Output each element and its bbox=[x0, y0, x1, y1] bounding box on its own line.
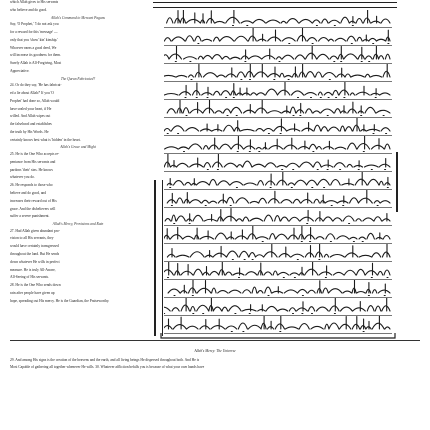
translation-line: ed a lie about Allah?' If you 'O bbox=[10, 91, 54, 95]
arabic-script-line bbox=[164, 244, 392, 262]
bottom-section-title: Allah's Mercy: The Universe bbox=[194, 349, 236, 353]
section-title: Allah's Mercy, Provisions and Rain bbox=[52, 222, 104, 227]
bottom-line: Most Capable of gathering all together whenever He wills. 30. Whatever affliction befalls you is because of what your own hands have bbox=[10, 365, 205, 370]
end-bracket bbox=[160, 333, 396, 339]
translation-line: only that you 'show' kin' kinship.' bbox=[10, 37, 58, 42]
translation-line: which Allah gives to His servants bbox=[10, 0, 59, 4]
arabic-script-line bbox=[164, 226, 392, 244]
translation-line: Surely Allah is All-Forgiving, Most bbox=[10, 61, 62, 66]
translation-column bbox=[10, 0, 146, 338]
top-ornament-rule bbox=[153, 2, 397, 8]
translation-line: throughout the land. But He sends bbox=[10, 252, 60, 257]
translation-line: Appreciative. bbox=[10, 68, 30, 73]
translation-line: 26. He responds to those who bbox=[10, 183, 53, 188]
translation-line: grace. And the disbelievers will bbox=[10, 206, 56, 211]
translation-line: for a reward for this 'message' — bbox=[10, 29, 58, 34]
translation-line: suffer a severe punishment. bbox=[10, 214, 50, 219]
translation-line: the falsehood and establishes bbox=[10, 122, 52, 127]
arabic-script-line bbox=[164, 262, 392, 280]
translation-line: certainly knows best what is 'hidden' in the heart. bbox=[10, 137, 81, 142]
translation-line: down whatever He wills in perfect bbox=[10, 259, 60, 264]
arabic-script-line bbox=[164, 154, 392, 172]
translation-line: Prophet' had done so, Allah would bbox=[10, 98, 60, 103]
arabic-text-panel bbox=[150, 2, 400, 336]
translation-line: who believe and do good. bbox=[10, 7, 48, 12]
translation-line: 28. He is the One Who sends down bbox=[10, 283, 61, 288]
section-title: Allah's Command to Mercant Pagans bbox=[51, 15, 105, 20]
arabic-script-line bbox=[164, 28, 392, 46]
arabic-script-line bbox=[164, 316, 392, 334]
arabic-script-line bbox=[164, 10, 392, 28]
translation-line: Whoever earns a good deed, We bbox=[10, 45, 57, 50]
arabic-script-line bbox=[164, 64, 392, 82]
arabic-script-line bbox=[164, 136, 392, 154]
translation-line: whatever you do. bbox=[10, 175, 35, 180]
translation-line: have sealed your heart, if He bbox=[10, 106, 52, 111]
translation-line: would have certainly transgressed bbox=[10, 244, 59, 249]
arabic-script-line bbox=[164, 298, 392, 316]
arabic-script-line bbox=[164, 82, 392, 100]
right-frame-bar bbox=[392, 152, 398, 212]
translation-line: 27. Had Allah given abundant pro- bbox=[10, 228, 60, 233]
arabic-script-line bbox=[164, 172, 392, 190]
translation-line: All-Seeing of His servants. bbox=[10, 275, 49, 280]
arabic-script-line bbox=[164, 190, 392, 208]
translation-line: 24. Or do they say, 'He has fabricat- bbox=[10, 83, 62, 88]
arabic-script-line bbox=[164, 46, 392, 64]
section-title: Allah's Grace and Might bbox=[60, 145, 96, 150]
translation-line: rain after people have given up bbox=[10, 290, 55, 295]
translation-line: willed. And Allah wipes out bbox=[10, 114, 51, 119]
arabic-script-line bbox=[164, 280, 392, 298]
translation-line: hope, spreading out His mercy. He is the Guardian, the Praiseworthy. bbox=[10, 298, 110, 303]
translation-line: believe and do good, and bbox=[10, 190, 47, 195]
left-frame-bar bbox=[154, 180, 163, 336]
translation-line: Say, 'O Prophet,' 'I do not ask you bbox=[10, 22, 59, 27]
section-title: The Quran Fabricated? bbox=[60, 76, 96, 81]
bottom-section bbox=[10, 340, 420, 373]
translation-line: vision to all His servants, they bbox=[10, 236, 54, 241]
translation-line: will increase its goodness for them. bbox=[10, 53, 61, 58]
arabic-script-line bbox=[164, 208, 392, 226]
arabic-script-line bbox=[164, 118, 392, 136]
arabic-script-line bbox=[164, 100, 392, 118]
divider bbox=[10, 340, 420, 341]
translation-line: pentance from His servants and bbox=[10, 159, 56, 164]
translation-line: measure. He is truly All-Aware, bbox=[10, 267, 56, 272]
translation-line: pardons 'their' sins. He knows bbox=[10, 167, 53, 172]
translation-line: 25. He is the One Who accepts re- bbox=[10, 152, 60, 157]
bottom-line: 29. And among His signs is the creation of the heavens and the earth, and all living beings He dispersed throughout both. And He is bbox=[10, 357, 200, 362]
translation-line: the truth by His Words. He bbox=[10, 129, 49, 134]
translation-line: increases their reward out of His bbox=[10, 198, 57, 203]
